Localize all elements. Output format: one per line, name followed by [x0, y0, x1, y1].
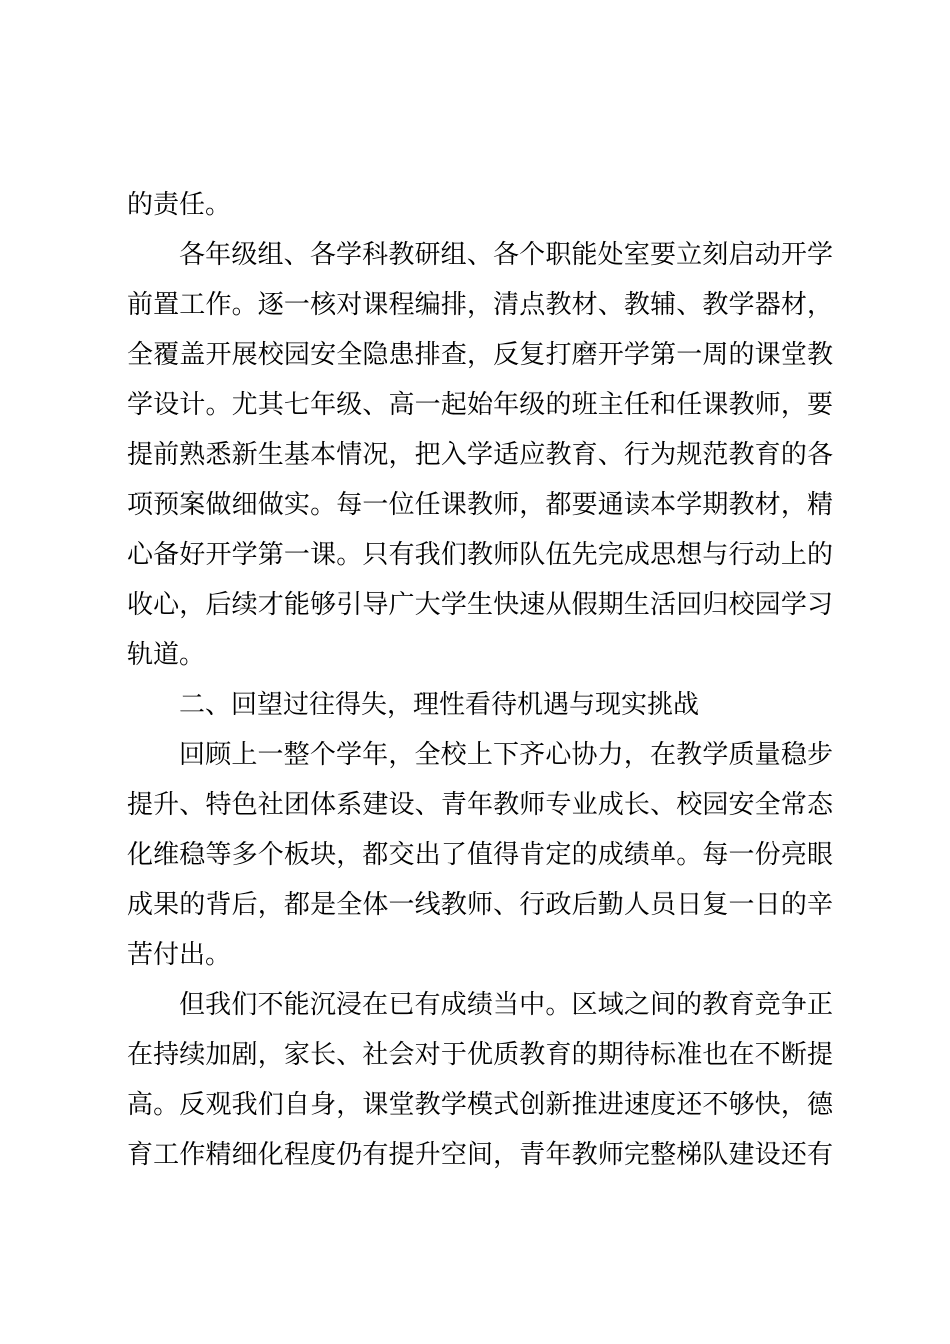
text-line: 收心，后续才能够引导广大学生快速从假期生活回归校园学习	[127, 590, 833, 620]
section-heading: 二、回望过往得失，理性看待机遇与现实挑战	[179, 690, 700, 720]
text-line: 前置工作。逐一核对课程编排，清点教材、教辅、教学器材，	[127, 290, 833, 320]
text-line: 成果的背后，都是全体一线教师、行政后勤人员日复一日的辛	[127, 890, 833, 920]
text-line: 轨道。	[127, 640, 206, 670]
text-line: 苦付出。	[127, 940, 232, 970]
text-line: 的责任。	[127, 190, 232, 220]
text-line: 在持续加剧，家长、社会对于优质教育的期待标准也在不断提	[127, 1040, 833, 1070]
paragraph-first-line: 回顾上一整个学年，全校上下齐心协力，在教学质量稳步	[179, 740, 833, 770]
text-line: 高。反观我们自身，课堂教学模式创新推进速度还不够快，德	[127, 1090, 833, 1120]
text-line: 育工作精细化程度仍有提升空间，青年教师完整梯队建设还有	[127, 1140, 833, 1170]
paragraph-first-line: 各年级组、各学科教研组、各个职能处室要立刻启动开学	[179, 240, 833, 270]
text-line: 心备好开学第一课。只有我们教师队伍先完成思想与行动上的	[127, 540, 833, 570]
text-line: 提前熟悉新生基本情况，把入学适应教育、行为规范教育的各	[127, 440, 833, 470]
paragraph-first-line: 但我们不能沉浸在已有成绩当中。区域之间的教育竞争正	[179, 990, 833, 1020]
text-line: 项预案做细做实。每一位任课教师，都要通读本学期教材，精	[127, 490, 833, 520]
text-line: 学设计。尤其七年级、高一起始年级的班主任和任课教师，要	[127, 390, 833, 420]
text-line: 全覆盖开展校园安全隐患排查，反复打磨开学第一周的课堂教	[127, 340, 833, 370]
text-line: 提升、特色社团体系建设、青年教师专业成长、校园安全常态	[127, 790, 833, 820]
text-line: 化维稳等多个板块，都交出了值得肯定的成绩单。每一份亮眼	[127, 840, 833, 870]
